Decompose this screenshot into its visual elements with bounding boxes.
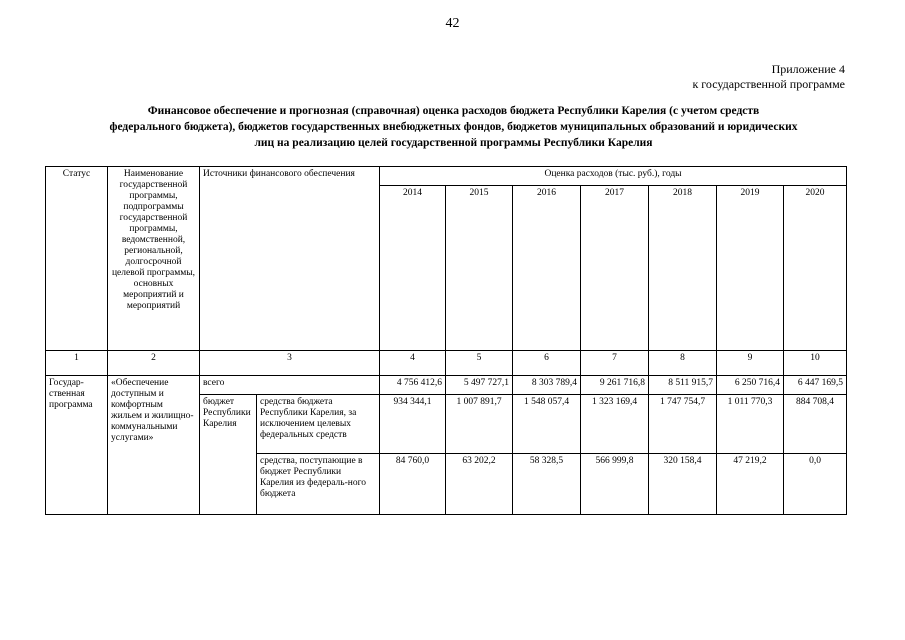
total-value: 8 511 915,7: [649, 376, 717, 395]
title-line-2: федерального бюджета), бюджетов государственных внебюджетных фондов, бюджетов муниципальных образований и юридических: [109, 121, 798, 133]
total-value: 8 303 789,4: [513, 376, 581, 395]
column-number: 6: [513, 351, 581, 376]
total-label: всего: [200, 376, 380, 395]
total-value: 6 447 169,5: [784, 376, 847, 395]
year-cell: 2020: [784, 186, 847, 351]
federal-value: 320 158,4: [649, 454, 717, 515]
column-number: 2: [108, 351, 200, 376]
column-number: 5: [446, 351, 513, 376]
total-value: 6 250 716,4: [717, 376, 784, 395]
title-line-3: лиц на реализацию целей государственной программы Республики Карелия: [254, 137, 653, 149]
column-number: 1: [46, 351, 108, 376]
budget-own-value: 1 747 754,7: [649, 395, 717, 454]
year-cell: 2016: [513, 186, 581, 351]
federal-label: средства, поступающие в бюджет Республики Карелия из федераль-ного бюджета: [257, 454, 380, 515]
budget-own-value: 1 548 057,4: [513, 395, 581, 454]
appendix-caption: [692, 62, 845, 92]
federal-value: 63 202,2: [446, 454, 513, 515]
year-cell: 2019: [717, 186, 784, 351]
column-number: 7: [581, 351, 649, 376]
total-value: 4 756 412,6: [380, 376, 446, 395]
budget-own-value: 1 007 891,7: [446, 395, 513, 454]
budget-own-value: 1 323 169,4: [581, 395, 649, 454]
status-cell: Государ-ственная программа: [46, 376, 108, 515]
header-row: [46, 167, 847, 186]
total-value: 9 261 716,8: [581, 376, 649, 395]
appendix-line-2: к государственной программе: [692, 77, 845, 91]
header-program-name: Наименование государственной программы, подпрограммы государственной программы, ведомственной, региональной, долгосрочной целевой программы, основных мероприятий и мероприятий: [108, 167, 200, 351]
column-number: 9: [717, 351, 784, 376]
header-estimate: Оценка расходов (тыс. руб.), годы: [380, 167, 847, 186]
federal-value: 58 328,5: [513, 454, 581, 515]
budget-own-value: 1 011 770,3: [717, 395, 784, 454]
year-cell: 2017: [581, 186, 649, 351]
year-cell: 2015: [446, 186, 513, 351]
header-sources: Источники финансового обеспечения: [200, 167, 380, 351]
total-value: 5 497 727,1: [446, 376, 513, 395]
federal-value: 566 999,8: [581, 454, 649, 515]
budget-own-value: 884 708,4: [784, 395, 847, 454]
total-row: [46, 376, 847, 395]
appendix-line-1: Приложение 4: [771, 62, 845, 76]
year-cell: 2014: [380, 186, 446, 351]
column-number: 3: [200, 351, 380, 376]
budget-own-label: средства бюджета Республики Карелия, за исключением целевых федеральных средств: [257, 395, 380, 454]
page-number: 42: [445, 16, 460, 31]
column-number: 4: [380, 351, 446, 376]
federal-value: 84 760,0: [380, 454, 446, 515]
column-number: 10: [784, 351, 847, 376]
column-number: 8: [649, 351, 717, 376]
program-name-cell: «Обеспечение доступным и комфортным жильем и жилищно-коммунальными услугами»: [108, 376, 200, 515]
budget-label: бюджет Республики Карелия: [200, 395, 257, 515]
document-title: [62, 103, 845, 151]
financing-table: [45, 166, 847, 515]
header-status: Статус: [46, 167, 108, 351]
federal-value: 0,0: [784, 454, 847, 515]
federal-value: 47 219,2: [717, 454, 784, 515]
column-numbers-row: [46, 351, 847, 376]
budget-own-value: 934 344,1: [380, 395, 446, 454]
year-cell: 2018: [649, 186, 717, 351]
title-line-1: Финансовое обеспечение и прогнозная (справочная) оценка расходов бюджета Республики Карелия (с учетом средств: [147, 105, 760, 117]
